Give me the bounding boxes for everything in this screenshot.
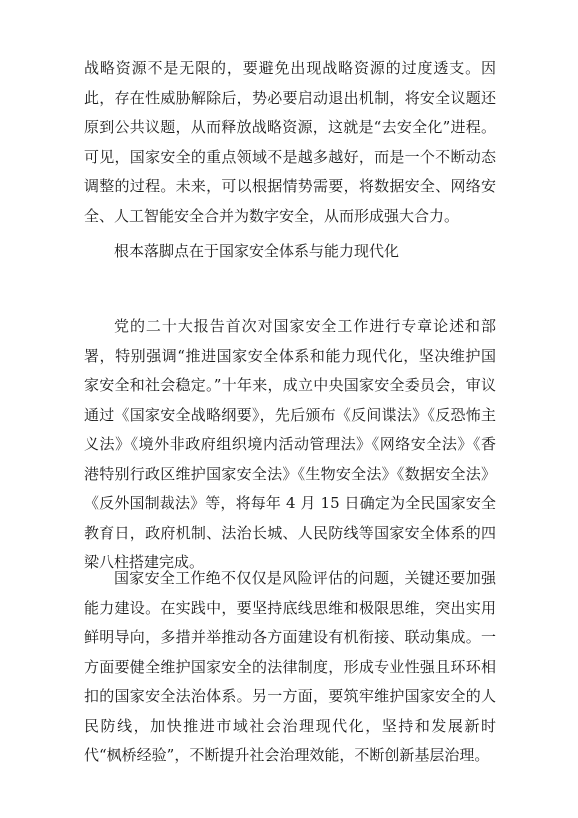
paragraph-national-security-system: 党的二十大报告首次对国家安全工作进行专章论述和部署，特别强调“推进国家安全体系和能力现代化，坚决维护国家安全和社会稳定。”十年来，成立中央国家安全委员会，审议通过《国家安全战略纲要》，先后颁布《反间谍法》《反恐怖主义法》《境外非政府组织境内活动管理法》《网络安全法》《香港特别行政区维护国家安全法》《生物安全法》《数据安全法》《反外国制裁法》等，将每年 4 月 15 日确定为全民国家安全教育日，政府机制、法治长城、人民防线等国家安全体系的四梁八柱搭建完成。 [84,317,496,571]
section-heading: 根本落脚点在于国家安全体系与能力现代化 [114,242,400,260]
paragraph-capability-building: 国家安全工作绝不仅仅是风险评估的问题，关键还要加强能力建设。在实践中，要坚持底线思维和极限思维，突出实用鲜明导向，多措并举推动各方面建设有机衔接、联动集成。一方面要健全维护国家安全的法律制度，形成专业性强且环环相扣的国家安全法治体系。另一方面，要筑牢维护国家安全的人民防线，加快推进市域社会治理现代化，坚持和发展新时代“枫桥经验”，不断提升社会治理效能，不断创新基层治理。 [84,569,496,764]
paragraph-strategic-resources: 战略资源不是无限的，要避免出现战略资源的过度透支。因此，存在性威胁解除后，势必要启动退出机制，将安全议题还原到公共议题，从而释放战略资源，这就是“去安全化”进程。可见，国家安全的重点领域不是越多越好，而是一个不断动态调整的过程。未来，可以根据情势需要，将数据安全、网络安全、人工智能安全合并为数字安全，从而形成强大合力。 [84,59,496,225]
